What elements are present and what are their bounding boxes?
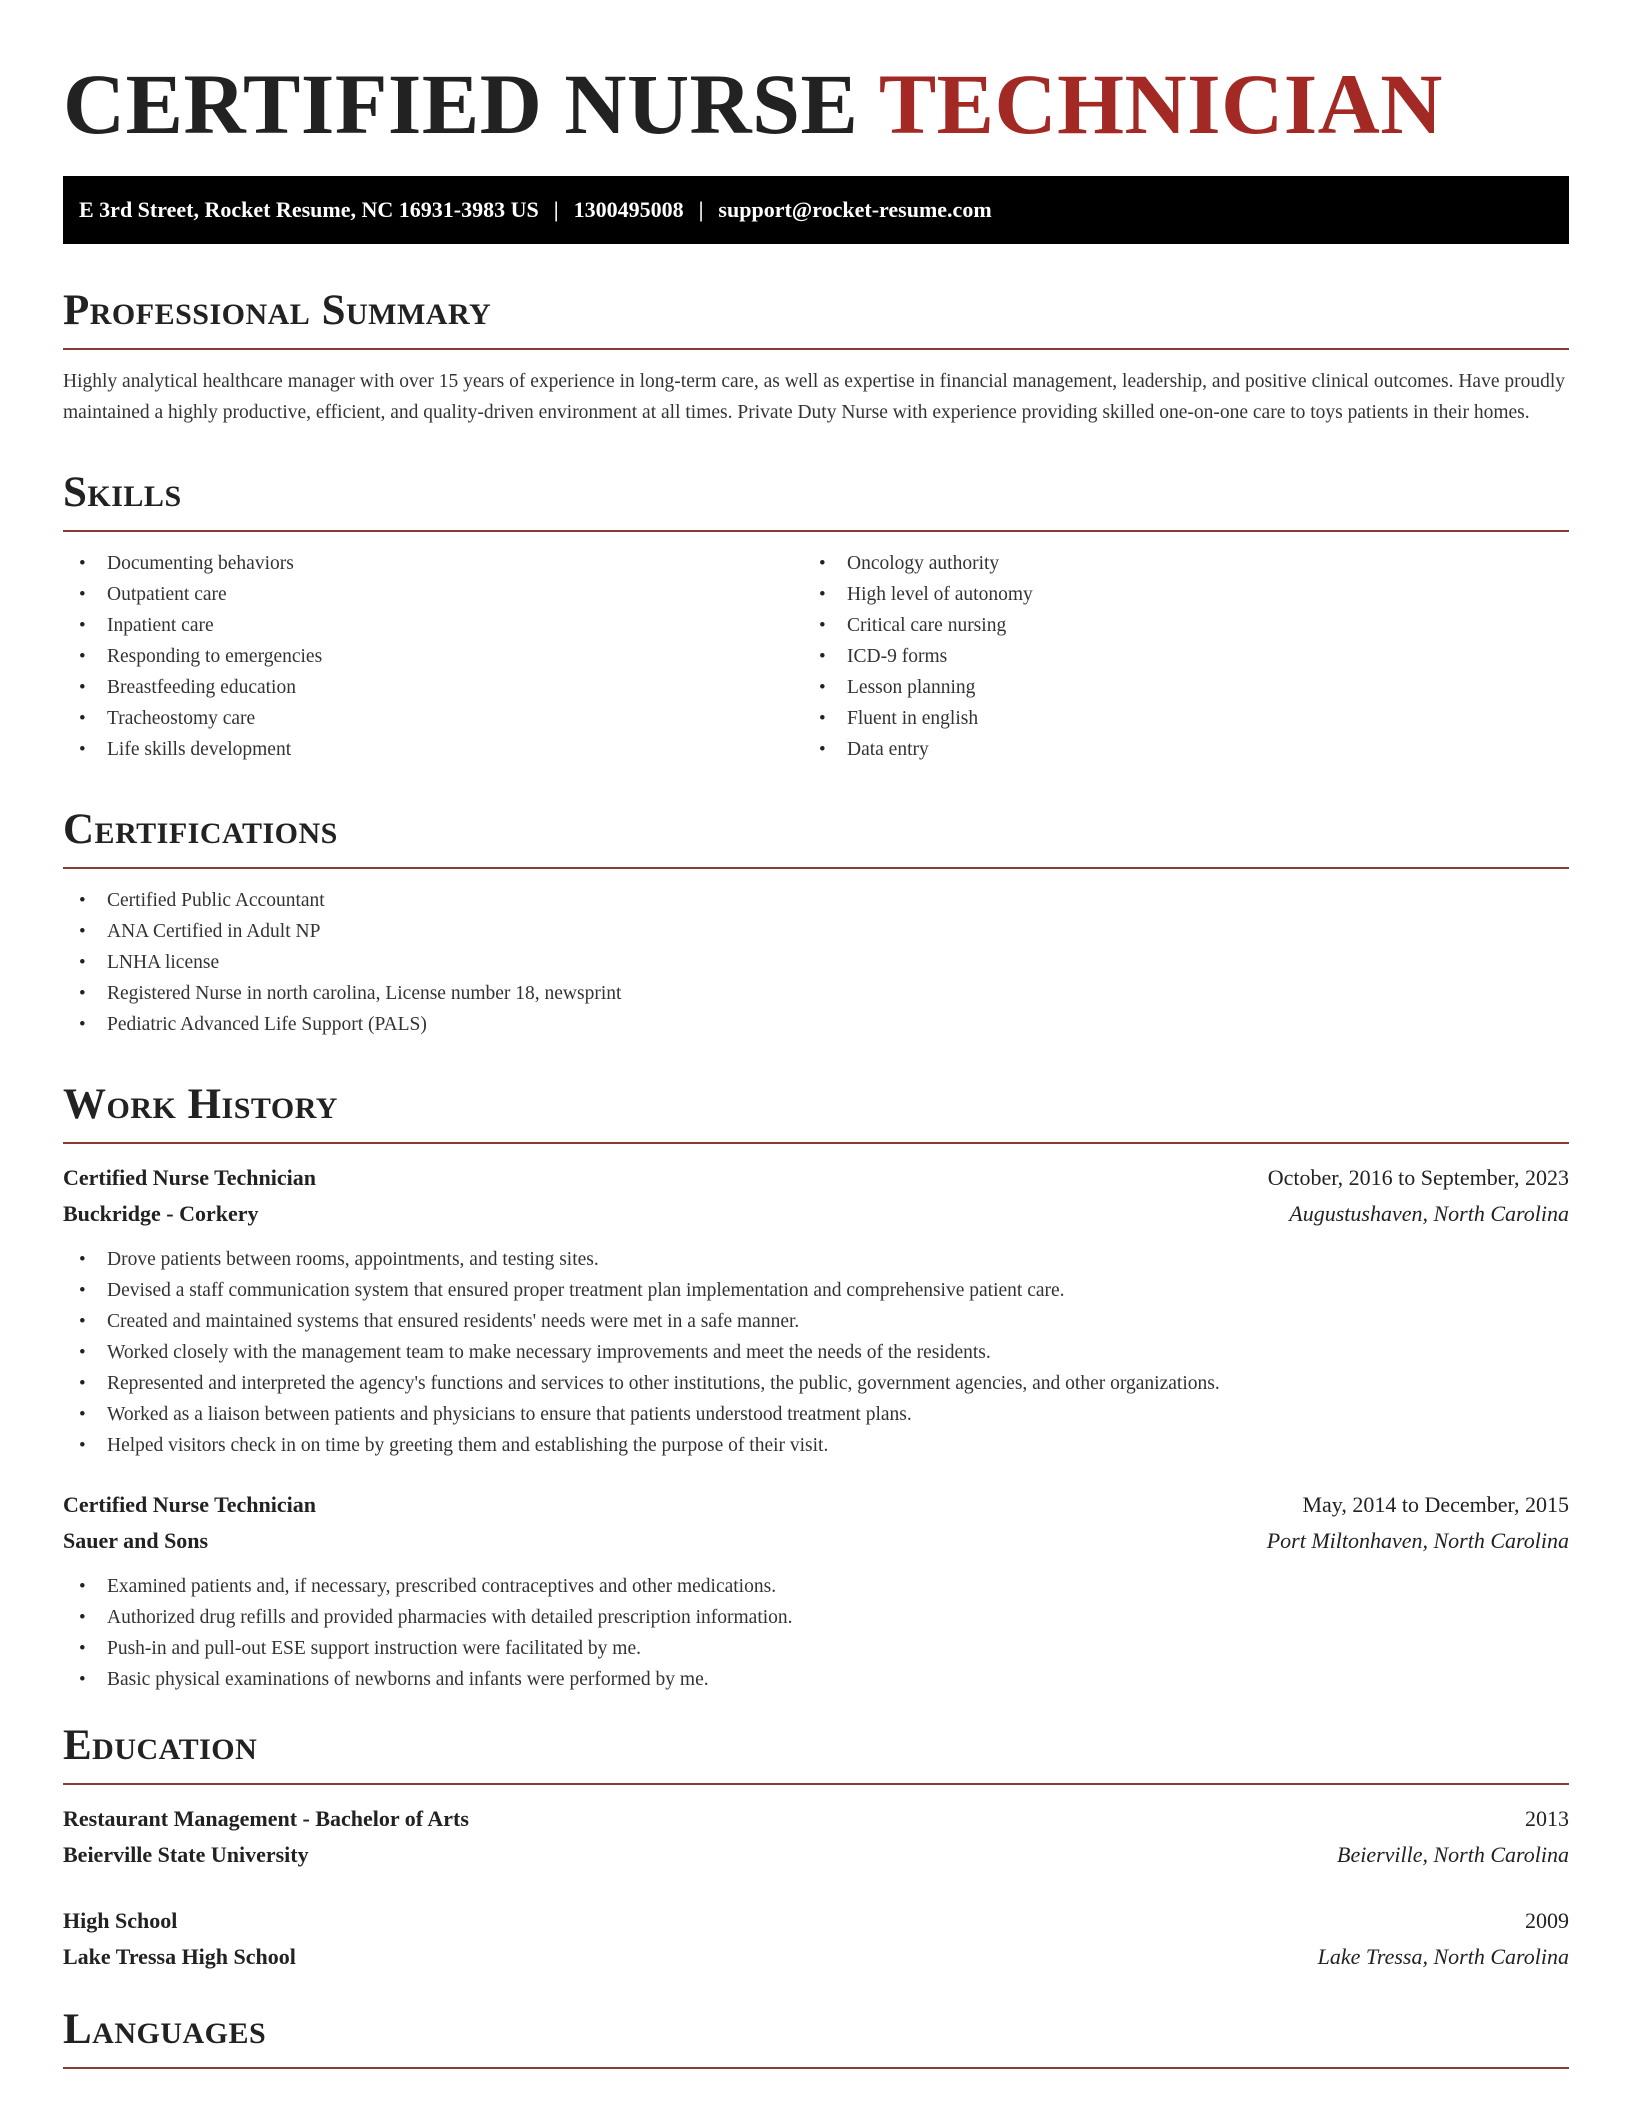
section-title-certifications: Certifications — [63, 806, 338, 853]
job-dates: October, 2016 to September, 2023 — [1267, 1165, 1569, 1190]
summary-section — [63, 286, 1569, 428]
job-location: Augustushaven, North Carolina — [1289, 1201, 1569, 1226]
job-duty: • Drove patients between rooms, appointments, and testing sites. — [63, 1244, 1569, 1275]
summary-text: Highly analytical healthcare manager with over 15 years of experience in long-term care, as well as expertise in financial management, leadership, and positive clinical outcomes. Have proudly maintained a highly productive, efficient, and quality-driven environment at all times. Private Duty Nurse with experience providing skilled one-on-one care to toys patients in their homes. — [63, 371, 1566, 423]
section-divider — [63, 1142, 1569, 1144]
contact-separator: | — [698, 197, 704, 222]
section-divider — [63, 867, 1569, 869]
skills-grid — [63, 548, 1569, 765]
certification-item: • Registered Nurse in north carolina, License number 18, newsprint — [63, 978, 1569, 1009]
education-location: Lake Tressa, North Carolina — [1317, 1944, 1569, 1969]
education-year: 2009 — [1525, 1908, 1569, 1933]
languages-section — [63, 2005, 1569, 2069]
skill-item: • Breastfeeding education — [63, 672, 803, 703]
section-divider — [63, 1783, 1569, 1785]
job-duty: • Push-in and pull-out ESE support instruction were facilitated by me. — [63, 1633, 1569, 1664]
phone: 1300495008 — [573, 197, 684, 222]
certification-item: • LNHA license — [63, 947, 1569, 978]
job-org-row — [63, 1523, 1569, 1559]
job-duty: • Represented and interpreted the agency's functions and services to other institutions, the public, government agencies, and other organizations. — [63, 1368, 1569, 1399]
job-header-row — [63, 1487, 1569, 1523]
job-org-row — [63, 1196, 1569, 1232]
job-duty: • Basic physical examinations of newborns and infants were performed by me. — [63, 1664, 1569, 1695]
certification-item: • Certified Public Accountant — [63, 885, 1569, 916]
section-divider — [63, 2067, 1569, 2069]
skill-item: • Critical care nursing — [803, 610, 1543, 641]
skill-item: • Tracheostomy care — [63, 703, 803, 734]
job-duty: • Authorized drug refills and provided pharmacies with detailed prescription information. — [63, 1602, 1569, 1633]
section-title-education: Education — [63, 1722, 258, 1769]
contact-bar — [63, 176, 1569, 244]
section-title-skills: Skills — [63, 469, 182, 516]
job-company: Buckridge - Corkery — [63, 1201, 259, 1226]
job-location: Port Miltonhaven, North Carolina — [1266, 1528, 1569, 1553]
section-divider — [63, 348, 1569, 350]
job-duty: • Devised a staff communication system that ensured proper treatment plan implementation and comprehensive patient care. — [63, 1275, 1569, 1306]
job-duty: • Helped visitors check in on time by greeting them and establishing the purpose of their visit. — [63, 1430, 1569, 1461]
skill-item: • Inpatient care — [63, 610, 803, 641]
name-first: CERTIFIED NURSE — [63, 56, 859, 152]
job-title: Certified Nurse Technician — [63, 1492, 316, 1517]
skills-list-left — [63, 548, 803, 765]
education-section — [63, 1721, 1569, 1975]
candidate-name — [63, 56, 1569, 152]
skill-item: • Fluent in english — [803, 703, 1543, 734]
skills-section — [63, 468, 1569, 765]
job-entry — [63, 1487, 1569, 1695]
address: E 3rd Street, Rocket Resume, NC 16931-3983 US — [79, 197, 539, 222]
certifications-section — [63, 805, 1569, 1040]
education-school-row — [63, 1939, 1569, 1975]
section-divider — [63, 530, 1569, 532]
job-company: Sauer and Sons — [63, 1528, 209, 1553]
skill-item: • Outpatient care — [63, 579, 803, 610]
section-title-work-history: Work History — [63, 1081, 338, 1128]
job-entry — [63, 1160, 1569, 1461]
education-degree: Restaurant Management - Bachelor of Arts — [63, 1806, 469, 1831]
section-title-summary: Professional Summary — [63, 287, 492, 334]
education-entry — [63, 1801, 1569, 1873]
education-header-row — [63, 1801, 1569, 1837]
skill-item: • Life skills development — [63, 734, 803, 765]
certification-item: • Pediatric Advanced Life Support (PALS) — [63, 1009, 1569, 1040]
education-year: 2013 — [1525, 1806, 1569, 1831]
skills-list-right — [803, 548, 1543, 765]
work-history-section — [63, 1080, 1569, 1695]
name-last: TECHNICIAN — [878, 56, 1443, 152]
job-duty: • Worked as a liaison between patients and physicians to ensure that patients understood treatment plans. — [63, 1399, 1569, 1430]
job-title: Certified Nurse Technician — [63, 1165, 316, 1190]
job-duty: • Created and maintained systems that ensured residents' needs were met in a safe manner. — [63, 1306, 1569, 1337]
email: support@rocket-resume.com — [718, 197, 992, 222]
skill-item: • Data entry — [803, 734, 1543, 765]
job-duty: • Worked closely with the management team to make necessary improvements and meet the needs of the residents. — [63, 1337, 1569, 1368]
certification-item: • ANA Certified in Adult NP — [63, 916, 1569, 947]
skill-item: • Oncology authority — [803, 548, 1543, 579]
job-duties-list — [63, 1571, 1569, 1695]
job-header-row — [63, 1160, 1569, 1196]
education-degree: High School — [63, 1908, 178, 1933]
education-header-row — [63, 1903, 1569, 1939]
job-duties-list — [63, 1244, 1569, 1461]
section-title-languages: Languages — [63, 2006, 267, 2053]
education-location: Beierville, North Carolina — [1337, 1842, 1569, 1867]
skill-item: • High level of autonomy — [803, 579, 1543, 610]
certifications-list — [63, 885, 1569, 1040]
skill-item: • Documenting behaviors — [63, 548, 803, 579]
education-entry — [63, 1903, 1569, 1975]
contact-separator: | — [553, 197, 559, 222]
skill-item: • ICD-9 forms — [803, 641, 1543, 672]
education-school-row — [63, 1837, 1569, 1873]
education-school: Beierville State University — [63, 1842, 309, 1867]
skill-item: • Responding to emergencies — [63, 641, 803, 672]
skill-item: • Lesson planning — [803, 672, 1543, 703]
job-duty: • Examined patients and, if necessary, prescribed contraceptives and other medications. — [63, 1571, 1569, 1602]
education-school: Lake Tressa High School — [63, 1944, 296, 1969]
job-dates: May, 2014 to December, 2015 — [1302, 1492, 1569, 1517]
